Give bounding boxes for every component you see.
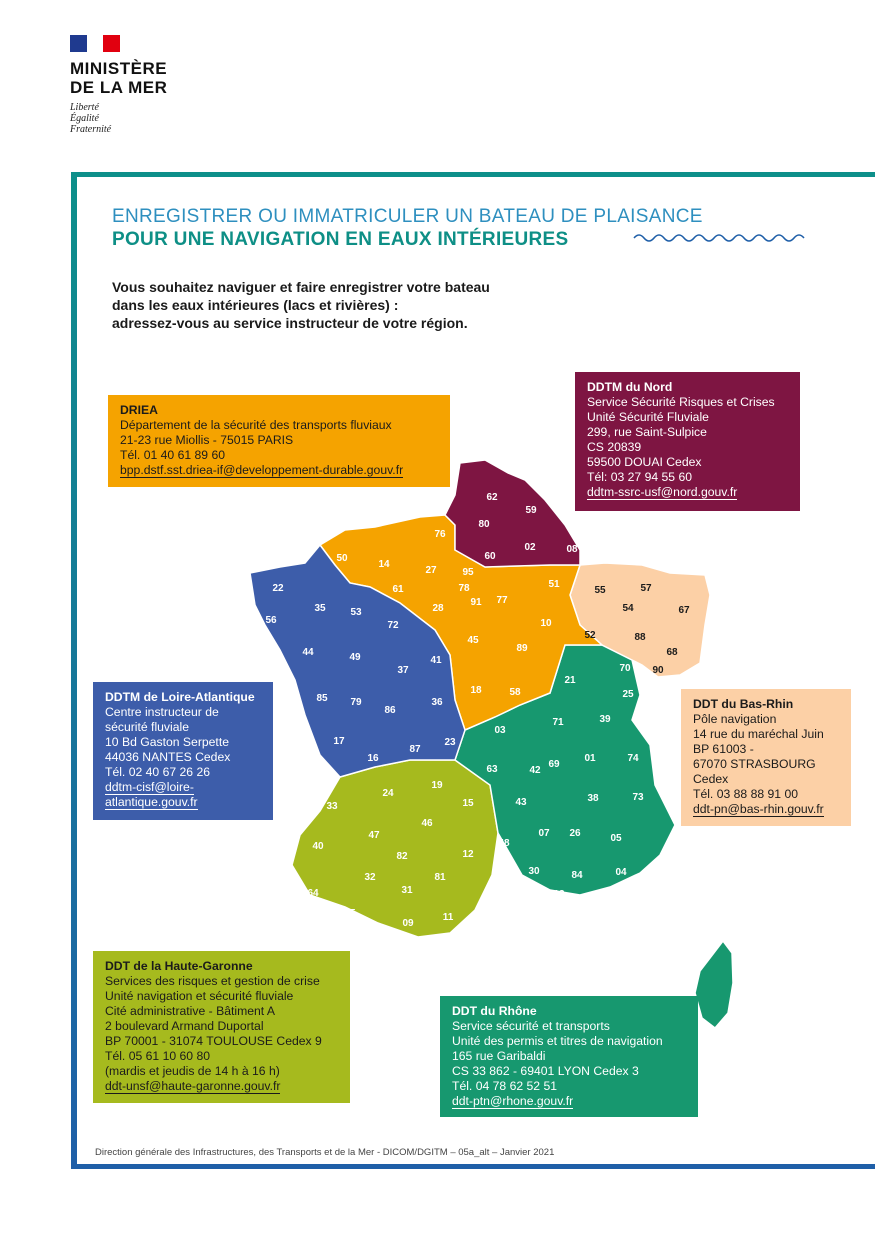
department-label-46: 46	[421, 818, 433, 829]
department-label-59: 59	[525, 505, 537, 516]
email-link[interactable]: ddtm-cisf@loire-	[105, 780, 194, 794]
box-line: Tél. 01 40 61 89 60	[120, 448, 226, 462]
department-label-76: 76	[434, 529, 446, 540]
box-title: DDT du Rhône	[452, 1004, 537, 1018]
email-link[interactable]: ddt-unsf@haute-garonne.gouv.fr	[105, 1079, 281, 1093]
department-label-63: 63	[486, 764, 498, 775]
department-label-64: 64	[307, 888, 319, 899]
box-line: BP 61003 -	[693, 742, 754, 756]
department-label-77: 77	[496, 595, 508, 606]
department-label-51: 51	[548, 579, 560, 590]
department-label-26: 26	[569, 828, 581, 839]
department-label-90: 90	[652, 665, 664, 676]
department-label-07: 07	[538, 828, 550, 839]
department-label-55: 55	[594, 585, 606, 596]
region-nord	[445, 460, 580, 567]
department-label-50: 50	[336, 553, 348, 564]
department-label-44: 44	[302, 647, 314, 658]
contact-box-rhone	[440, 996, 698, 1117]
box-line: Unité des permis et titres de navigation	[452, 1034, 663, 1048]
intro-line2: dans les eaux intérieures (lacs et rivières) :	[112, 297, 399, 313]
motto-fraternite: Fraternité	[70, 124, 112, 135]
department-label-34: 34	[490, 888, 502, 899]
department-label-54: 54	[622, 603, 634, 614]
department-label-67: 67	[678, 605, 690, 616]
department-label-84: 84	[571, 870, 583, 881]
page-title-line2: POUR UNE NAVIGATION EN EAUX INTÉRIEURES	[112, 229, 569, 250]
department-label-31: 31	[401, 885, 413, 896]
department-label-47: 47	[368, 830, 380, 841]
department-label-69: 69	[548, 759, 560, 770]
box-line: 59500 DOUAI Cedex	[587, 455, 702, 469]
box-line: 44036 NANTES Cedex	[105, 750, 231, 764]
department-label-29: 29	[223, 579, 235, 590]
department-label-89: 89	[516, 643, 528, 654]
department-label-05: 05	[610, 833, 622, 844]
department-label-86: 86	[384, 705, 396, 716]
contact-box-haute-garonne	[93, 951, 350, 1103]
box-line: 21-23 rue Miollis - 75015 PARIS	[120, 433, 294, 447]
box-line: 299, rue Saint-Sulpice	[587, 425, 707, 439]
department-label-74: 74	[627, 753, 639, 764]
department-label-41: 41	[430, 655, 442, 666]
flag-white-stripe	[87, 35, 104, 52]
department-label-87: 87	[409, 744, 421, 755]
department-label-14: 14	[378, 559, 390, 570]
department-label-06: 06	[653, 880, 665, 891]
box-title: DRIEA	[120, 403, 158, 417]
email-link[interactable]: ddt-ptn@rhone.gouv.fr	[452, 1094, 574, 1108]
department-label-39: 39	[599, 714, 611, 725]
motto-liberte: Liberté	[70, 102, 99, 113]
department-label-62: 62	[486, 492, 498, 503]
ministry-logo	[70, 35, 167, 135]
department-label-01: 01	[584, 753, 596, 764]
box-line: Cité administrative - Bâtiment A	[105, 1004, 276, 1018]
frame-top-border	[71, 172, 875, 177]
frame-bottom-border	[71, 1164, 875, 1169]
department-label-2a: 2A	[732, 1007, 746, 1018]
box-line: Pôle navigation	[693, 712, 777, 726]
department-label-43: 43	[515, 797, 527, 808]
department-label-70: 70	[619, 663, 631, 674]
department-label-80: 80	[478, 519, 490, 530]
department-label-25: 25	[622, 689, 634, 700]
email-link[interactable]: bpp.dstf.sst.driea-if@developpement-durable.gouv.fr	[120, 463, 404, 477]
department-label-27: 27	[425, 565, 437, 576]
box-line: 165 rue Garibaldi	[452, 1049, 546, 1063]
department-label-40: 40	[312, 841, 324, 852]
email-link[interactable]: ddt-pn@bas-rhin.gouv.fr	[693, 802, 824, 816]
department-label-22: 22	[272, 583, 284, 594]
department-label-91: 91	[470, 597, 482, 608]
department-label-33: 33	[326, 801, 338, 812]
department-label-82: 82	[396, 851, 408, 862]
box-title: DDTM du Nord	[587, 380, 673, 394]
box-line: (mardis et jeudis de 14 h à 16 h)	[105, 1064, 280, 1078]
republic-motto	[70, 102, 167, 135]
box-line: Tél. 04 78 62 52 51	[452, 1079, 558, 1093]
frame-left-border	[71, 172, 77, 1169]
department-label-04: 04	[615, 867, 627, 878]
department-label-58: 58	[509, 687, 521, 698]
department-label-78: 78	[458, 583, 470, 594]
box-line: 10 Bd Gaston Serpette	[105, 735, 229, 749]
department-label-85: 85	[316, 693, 328, 704]
department-label-10: 10	[540, 618, 552, 629]
box-line: 2 boulevard Armand Duportal	[105, 1019, 264, 1033]
box-line: CS 33 862 - 69401 LYON Cedex 3	[452, 1064, 639, 1078]
department-label-11: 11	[442, 912, 454, 923]
box-line: 14 rue du maréchal Juin	[693, 727, 824, 741]
footer-credit: Direction générale des Infrastructures, des Transports et de la Mer - DICOM/DGITM – 05a_alt – Janvier 2021	[95, 1147, 555, 1158]
department-label-35: 35	[314, 603, 326, 614]
department-label-30: 30	[528, 866, 540, 877]
department-label-88: 88	[634, 632, 646, 643]
box-line: Tél: 03 27 94 55 60	[587, 470, 693, 484]
department-label-42: 42	[529, 765, 541, 776]
department-label-08: 08	[566, 544, 578, 555]
department-label-60: 60	[484, 551, 496, 562]
box-line: Tél. 02 40 67 26 26	[105, 765, 211, 779]
department-label-45: 45	[467, 635, 479, 646]
box-line: 67070 STRASBOURG	[693, 757, 816, 771]
contact-box-bas-rhin	[681, 689, 851, 826]
department-label-68: 68	[666, 647, 678, 658]
department-label-18: 18	[470, 685, 482, 696]
department-label-21: 21	[564, 675, 576, 686]
box-title: DDT de la Haute-Garonne	[105, 959, 253, 973]
department-label-03: 03	[494, 725, 506, 736]
department-label-09: 09	[402, 918, 414, 929]
box-line: BP 70001 - 31074 TOULOUSE Cedex 9	[105, 1034, 322, 1048]
email-link[interactable]: atlantique.gouv.fr	[105, 795, 198, 809]
department-label-02: 02	[524, 542, 536, 553]
department-label-79: 79	[350, 697, 362, 708]
intro-text	[112, 278, 552, 332]
department-label-23: 23	[444, 737, 456, 748]
ministry-line1: MINISTÈRE	[70, 59, 168, 78]
box-line: sécurité fluviale	[105, 720, 189, 734]
department-label-57: 57	[640, 583, 652, 594]
department-label-56: 56	[265, 615, 277, 626]
contact-box-driea	[108, 395, 450, 487]
department-label-24: 24	[382, 788, 394, 799]
department-label-61: 61	[392, 584, 404, 595]
department-label-66: 66	[445, 940, 457, 951]
page-title-line1: ENREGISTRER OU IMMATRICULER UN BATEAU DE PLAISANCE	[112, 206, 703, 227]
department-label-12: 12	[462, 849, 474, 860]
box-line: Centre instructeur de	[105, 705, 219, 719]
department-label-13: 13	[553, 889, 565, 900]
ministry-line2: DE LA MER	[70, 78, 168, 97]
region-corse	[695, 941, 733, 1028]
department-label-19: 19	[431, 780, 443, 791]
ministry-name	[70, 59, 167, 97]
email-link[interactable]: ddtm-ssrc-usf@nord.gouv.fr	[587, 485, 738, 499]
department-label-32: 32	[364, 872, 376, 883]
box-line: Service sécurité et transports	[452, 1019, 610, 1033]
box-line: Tél. 03 88 88 91 00	[693, 787, 799, 801]
department-label-38: 38	[587, 793, 599, 804]
motto-egalite: Égalité	[70, 113, 99, 124]
box-line: Service Sécurité Risques et Crises	[587, 395, 775, 409]
department-label-73: 73	[632, 792, 644, 803]
department-label-36: 36	[431, 697, 443, 708]
flag-red-stripe	[103, 35, 120, 52]
box-title: DDTM de Loire-Atlantique	[105, 690, 255, 704]
department-label-17: 17	[333, 736, 345, 747]
intro-line3: adressez-vous au service instructeur de votre région.	[112, 315, 468, 331]
department-label-16: 16	[367, 753, 379, 764]
box-line: Unité navigation et sécurité fluviale	[105, 989, 294, 1003]
contact-box-nord	[575, 372, 800, 511]
department-label-28: 28	[432, 603, 444, 614]
box-line: Unité Sécurité Fluviale	[587, 410, 709, 424]
department-label-71: 71	[552, 717, 564, 728]
box-line: Cedex	[693, 772, 729, 786]
box-title: DDT du Bas-Rhin	[693, 697, 794, 711]
flag-blue-stripe	[70, 35, 87, 52]
department-label-48: 48	[498, 838, 510, 849]
department-label-52: 52	[584, 630, 596, 641]
box-line: CS 20839	[587, 440, 642, 454]
box-line: Services des risques et gestion de crise	[105, 974, 320, 988]
wave-decoration-icon	[634, 231, 804, 245]
contact-box-loire-atlantique	[93, 682, 273, 820]
department-label-65: 65	[344, 908, 356, 919]
box-line: Département de la sécurité des transports fluviaux	[120, 418, 392, 432]
department-label-37: 37	[397, 665, 409, 676]
department-label-72: 72	[387, 620, 399, 631]
department-label-53: 53	[350, 607, 362, 618]
intro-line1: Vous souhaitez naviguer et faire enregistrer votre bateau	[112, 279, 490, 295]
department-label-95: 95	[462, 567, 474, 578]
department-label-15: 15	[462, 798, 474, 809]
box-line: Tél. 05 61 10 60 80	[105, 1049, 211, 1063]
department-label-83: 83	[613, 904, 625, 915]
department-label-49: 49	[349, 652, 361, 663]
marianne-flag-icon	[70, 35, 120, 52]
department-label-2b: 2B	[737, 969, 751, 980]
department-label-81: 81	[434, 872, 446, 883]
